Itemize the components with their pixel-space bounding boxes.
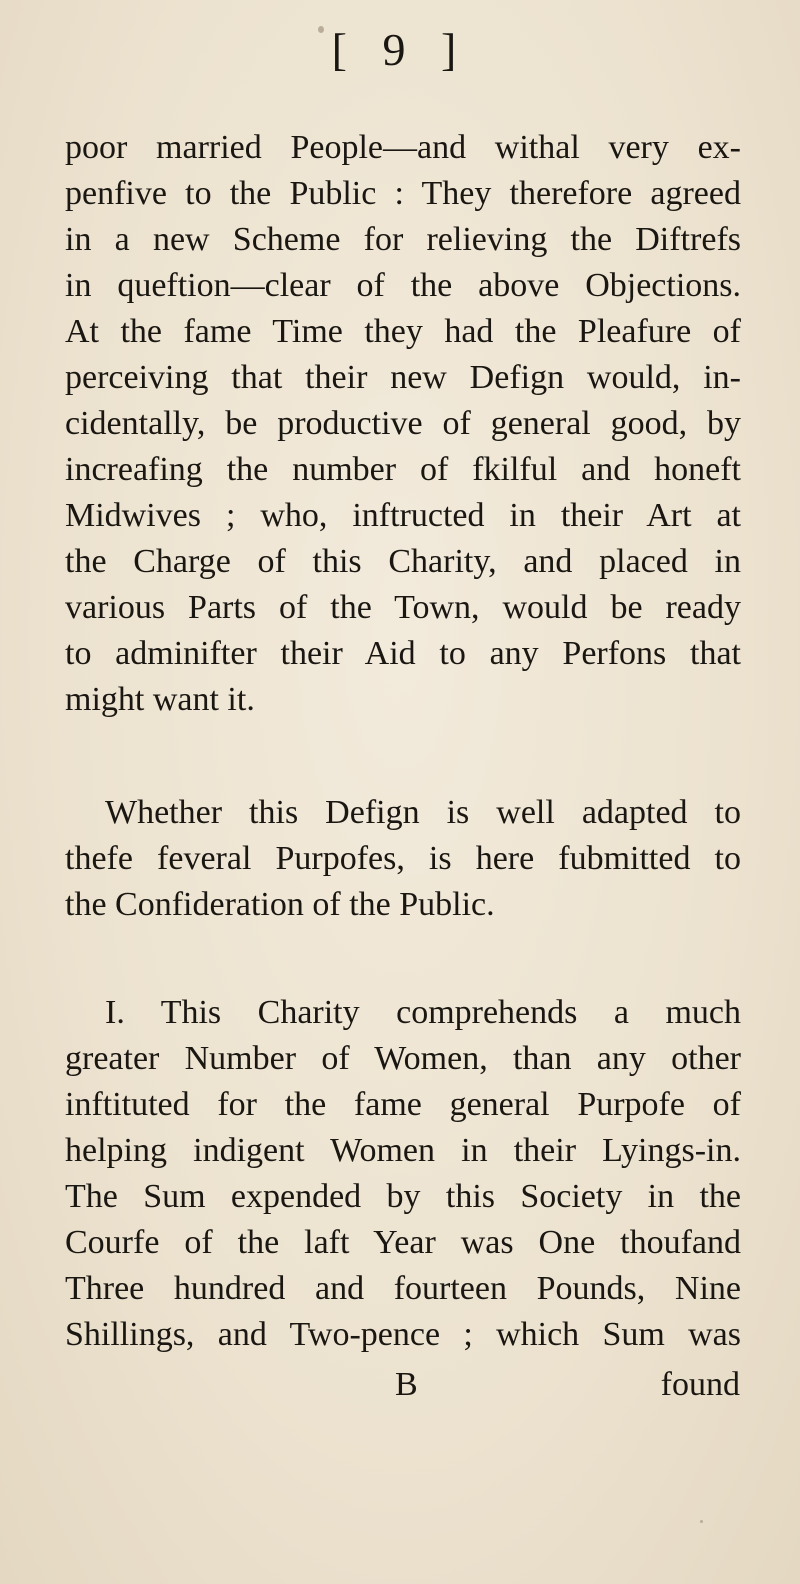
text-line: cidentally, be productive of general good, by: [65, 405, 741, 442]
signature-mark: B: [395, 1366, 418, 1403]
text-line: increafing the number of fkilful and honeft: [65, 451, 741, 488]
text-line: in a new Scheme for relieving the Diftrefs: [65, 221, 741, 258]
text-line: thefe feveral Purpofes, is here fubmitted to: [65, 840, 741, 877]
page-number: [ 9 ]: [331, 24, 469, 75]
text-line: might want it.: [65, 681, 255, 718]
text-line: in queftion—clear of the above Objections.: [65, 267, 741, 304]
text-line: helping indigent Women in their Lyings-in.: [65, 1132, 741, 1169]
text-line: inftituted for the fame general Purpofe of: [65, 1086, 741, 1123]
text-line: the Confideration of the Public.: [65, 886, 495, 923]
page-footer: [0, 1360, 800, 1410]
text-line: I. This Charity comprehends a much: [105, 994, 741, 1031]
text-line: At the fame Time they had the Pleafure of: [65, 313, 741, 350]
text-line: Midwives ; who, inftructed in their Art at: [65, 497, 741, 534]
text-line: poor married People—and withal very ex-: [65, 129, 741, 166]
paper-speck: [700, 1520, 703, 1523]
text-line: greater Number of Women, than any other: [65, 1040, 741, 1077]
text-line: to adminifter their Aid to any Perfons that: [65, 635, 741, 672]
text-line: the Charge of this Charity, and placed in: [65, 543, 741, 580]
text-line: penfive to the Public : They therefore agreed: [65, 175, 741, 212]
text-line: The Sum expended by this Society in the: [65, 1178, 741, 1215]
text-line: Three hundred and fourteen Pounds, Nine: [65, 1270, 741, 1307]
text-line: perceiving that their new Defign would, in-: [65, 359, 741, 396]
catchword: found: [660, 1366, 740, 1403]
paragraph-2: [65, 790, 741, 928]
text-line: various Parts of the Town, would be ready: [65, 589, 741, 626]
text-line: Whether this Defign is well adapted to: [105, 794, 741, 831]
paragraph-3: [65, 990, 741, 1358]
paragraph-1: [65, 125, 741, 723]
text-line: Shillings, and Two-pence ; which Sum was: [65, 1316, 741, 1353]
text-line: Courfe of the laft Year was One thoufand: [65, 1224, 741, 1261]
